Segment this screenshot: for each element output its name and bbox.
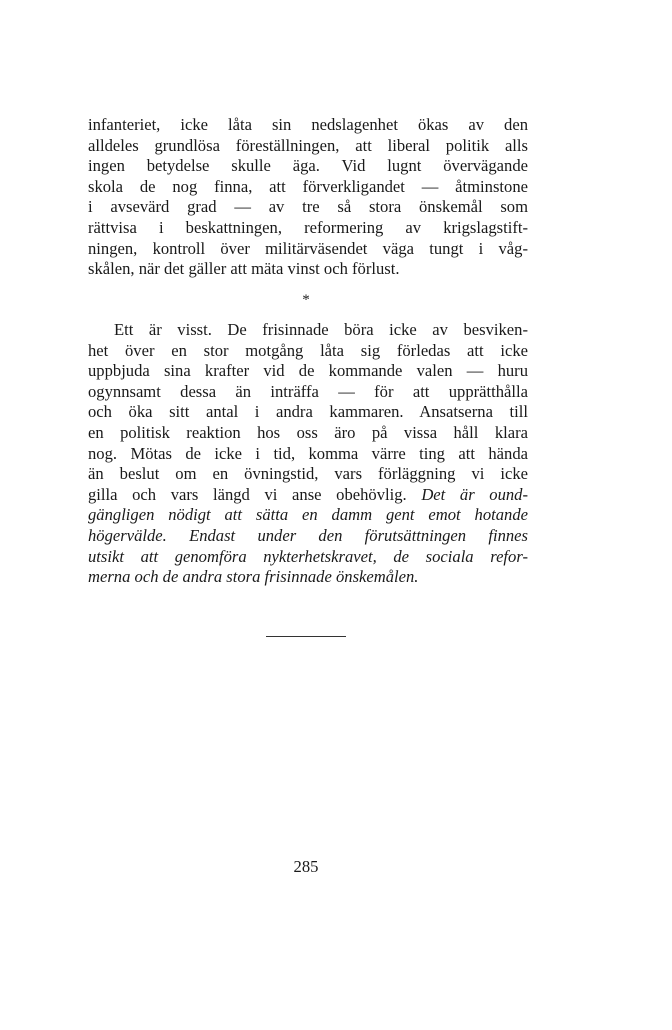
page-number: 285 — [293, 857, 319, 876]
text-line: uppbjuda sina krafter vid de kommande valen — huru — [88, 361, 528, 381]
text-line: rättvisa i beskattningen, reformering av krigslagstift- — [88, 217, 528, 237]
text-line-mixed — [88, 485, 528, 506]
text-line: ogynnsamt dessa än inträffa — för att upprätthålla — [88, 381, 528, 401]
paragraph-1 — [88, 115, 528, 280]
italic-line: gängligen nödigt att sätta en damm gent emot hotande — [88, 505, 528, 525]
italic-line: utsikt att genomföra nykterhetskravet, de sociala refor- — [88, 546, 528, 566]
text-line: ningen, kontroll över militärväsendet väga tungt i våg- — [88, 238, 528, 258]
text-line: infanteriet, icke låta sin nedslagenhet ökas av den — [88, 115, 528, 134]
plain-text: gilla och vars längd vi anse obehövlig. — [88, 484, 407, 504]
text-line: skola de nog finna, att förverkligandet — åtminstone — [88, 176, 528, 196]
text-line: ingen betydelse skulle äga. Vid lugnt övervägande — [88, 156, 528, 176]
text-line: Ett är visst. De frisinnade böra icke av besviken- — [114, 320, 528, 339]
italic-line: merna och de andra stora frisinnade önskemålen. — [88, 567, 419, 587]
paragraph-2 — [88, 320, 528, 588]
text-line: alldeles grundlösa föreställningen, att liberal politik alls — [88, 135, 528, 155]
text-line: het över en stor motgång låta sig förledas att icke — [88, 340, 528, 360]
end-rule — [266, 636, 346, 637]
italic-line: högervälde. Endast under den förutsättningen finnes — [88, 525, 528, 545]
text-line: än beslut om en övningstid, vars förläggning vi icke — [88, 464, 528, 484]
text-line: nog. Mötas de icke i tid, komma värre ting att hända — [88, 443, 528, 463]
text-line: och öka sitt antal i andra kammaren. Ansatserna till — [88, 402, 528, 422]
text-line: en politisk reaktion hos oss äro på vissa håll klara — [88, 422, 528, 442]
text-line: i avsevärd grad — av tre så stora önskemål som — [88, 197, 528, 217]
text-line: skålen, när det gäller att mäta vinst och förlust. — [88, 259, 400, 279]
italic-emphasis: Det är ound- — [421, 484, 529, 504]
section-separator-asterisk: * — [302, 292, 310, 308]
